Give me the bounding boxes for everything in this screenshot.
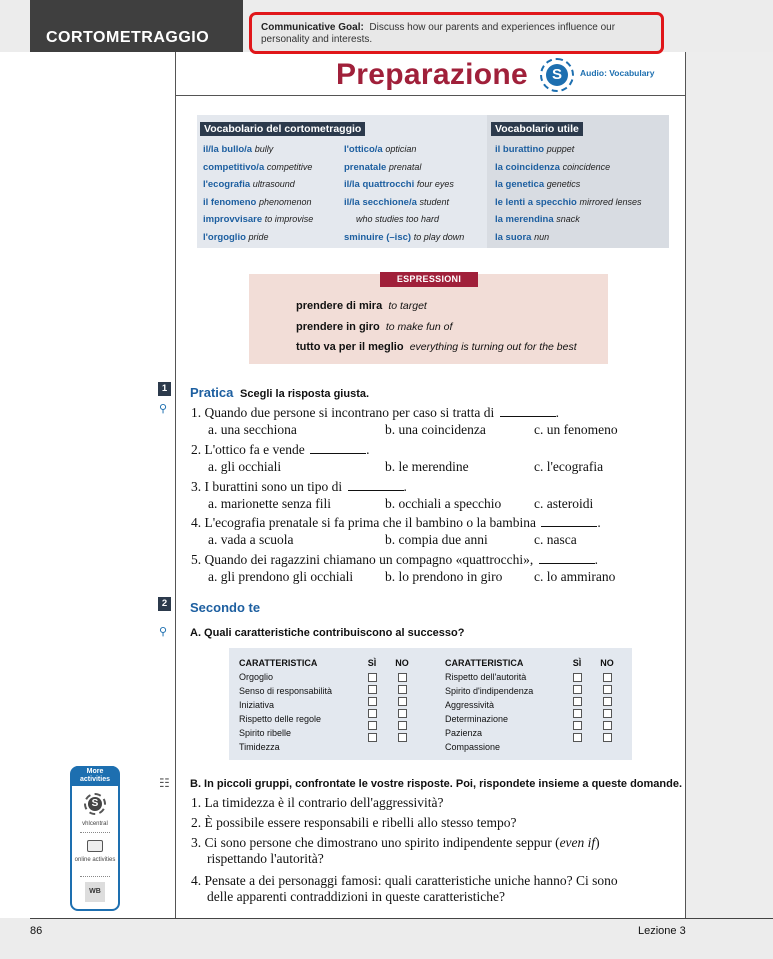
option-c: c. un fenomeno [534,422,618,437]
checkbox[interactable] [573,709,582,718]
checkbox[interactable] [368,697,377,706]
table-header: CARATTERISTICA [239,658,318,668]
table-cell: Spirito ribelle [239,728,292,738]
vocab-useful-col [495,141,642,246]
section-tab: CORTOMETRAGGIO [30,0,243,52]
table-header: NO [395,658,409,668]
option-c: c. asteroidi [534,496,594,511]
checkbox[interactable] [398,709,407,718]
table-cell: Senso di responsabilità [239,686,333,696]
checkbox[interactable] [573,673,582,682]
checkbox[interactable] [398,721,407,730]
expressions-label: ESPRESSIONI [380,272,478,287]
vocab-film-heading: Vocabolario del cortometraggio [200,122,365,136]
expression-item: prendere in giro to make fun of [296,320,453,333]
option-b: b. una coincidenza [385,422,486,437]
supersite-icon[interactable]: S [540,58,574,92]
checkbox[interactable] [603,697,612,706]
discussion-question-cont: delle apparenti contraddizioni in queste caratteristiche? [207,889,505,904]
discussion-question-cont: rispettando l'autorità? [207,851,324,866]
discussion-question: 3. Ci sono persone che dimostrano uno spirito indipendente seppur (even if) [191,835,600,850]
question-1: 1. Quando due persone si incontrano per caso si tratta di . [191,405,560,420]
expressions-list [296,296,577,358]
page-number: 86 [30,925,43,937]
vocab-item: il/la secchione/a student [344,196,450,208]
discussion-question: 1. La timidezza è il contrario dell'aggressività? [191,795,444,810]
expression-item: prendere di mira to target [296,300,427,312]
checkbox[interactable] [398,697,407,706]
checkbox[interactable] [398,673,407,682]
vocab-useful-heading: Vocabolario utile [491,122,583,136]
vocab-film-col1 [203,141,313,246]
vocab-item: l'orgoglio pride [203,231,269,243]
vocab-item: il burattino puppet [495,144,575,155]
vocab-item: il/la quattrocchi four eyes [344,179,454,190]
more-activities-heading: More activities [72,766,118,786]
table-cell: Rispetto delle regole [239,714,322,724]
table-cell: Iniziativa [239,700,275,710]
question-3: 3. I burattini sono un tipo di . [191,479,407,494]
exercise-1-title: Pratica Scegli la risposta giusta. [190,385,370,400]
table-cell: Rispetto dell'autorità [445,672,527,682]
checkbox[interactable] [398,685,407,694]
vocab-item: la suora nun [495,231,550,243]
vocab-item: il/la bullo/a bully [203,144,274,155]
checkbox[interactable] [368,685,377,694]
table-cell: Aggressività [445,700,495,710]
communicative-goal [249,12,664,54]
divider [80,832,110,833]
checkbox[interactable] [573,697,582,706]
footer-divider [30,918,773,919]
table-si-col [363,656,381,744]
table-cell: Spirito d'indipendenza [445,686,534,696]
option-b: b. le merendine [385,459,469,474]
vocab-item: la merendina snack [495,214,580,225]
vocab-item: who studies too hard [356,214,440,224]
question-2: 2. L'ottico fa e vende . [191,442,370,457]
checkbox[interactable] [573,685,582,694]
option-c: c. nasca [534,532,577,547]
vocab-item: le lenti a specchio mirrored lenses [495,196,642,208]
vocab-item: improvvisare to improvise [203,214,314,225]
option-a: a. gli prendono gli occhiali [208,569,354,584]
expression-item: tutto va per il meglio everything is turning out for the best [296,341,577,353]
checkbox[interactable] [603,673,612,682]
table-cell: Determinazione [445,714,509,724]
right-margin [686,52,773,918]
vocab-item: il fenomeno phenomenon [203,196,312,208]
vhlcentral-icon[interactable]: S [84,793,106,815]
audio-vocabulary-link[interactable]: Audio: Vocabulary [580,68,655,78]
goal-text: Discuss how our parents and experiences influence our personality and interests. [261,22,616,45]
online-activities-icon[interactable] [87,840,103,852]
part-a-instruction: A. Quali caratteristiche contribuiscono al successo? [190,627,465,639]
checkbox[interactable] [573,721,582,730]
table-cell: Compassione [445,742,501,752]
option-c: c. lo ammirano [534,569,616,584]
table-header: CARATTERISTICA [445,658,524,668]
exercise-number: 2 [158,597,171,611]
checkbox[interactable] [368,709,377,718]
table-left-col [239,656,332,754]
table-right-col [445,656,533,754]
option-c: c. l'ecografia [534,459,604,474]
divider [80,876,110,877]
paperclip-icon: ⚲ [159,403,168,415]
goal-label: Communicative Goal: [261,22,364,33]
option-a: a. marionette senza fili [208,496,331,511]
page-title: Preparazione [336,58,529,91]
paperclip-icon: ⚲ [159,626,168,638]
table-header: NO [600,658,614,668]
checkbox[interactable] [368,721,377,730]
vocab-item: la coincidenza coincidence [495,161,611,173]
option-b: b. lo prendono in giro [385,569,503,584]
question-5: 5. Quando dei ragazzini chiamano un compagno «quattrocchi», . [191,552,599,567]
option-a: a. gli occhiali [208,459,282,474]
vhlcentral-label[interactable]: vhlcentral [82,821,108,827]
table-cell: Orgoglio [239,672,274,682]
exercise-number: 1 [158,382,171,396]
table-header: SÌ [367,658,377,668]
header-divider [175,95,686,96]
lesson-label: Lezione 3 [638,925,686,937]
table-si-col-2 [568,656,586,744]
vocab-item: competitivo/a competitive [203,161,313,173]
table-cell: Timidezza [239,742,280,752]
vocab-item: l'ottico/a optician [344,144,417,155]
table-header: SÌ [572,658,582,668]
part-b-instruction: B. In piccoli gruppi, confrontate le vostre risposte. Poi, rispondete insieme a queste domande. [190,778,683,790]
vocab-item: prenatale prenatal [344,161,422,173]
checkbox[interactable] [603,721,612,730]
discussion-question: 4. Pensate a dei personaggi famosi: quali caratteristiche uniche hanno? Ci sono [191,873,618,888]
checkbox[interactable] [368,733,377,742]
checkbox[interactable] [603,685,612,694]
option-b: b. occhiali a specchio [385,496,502,511]
table-no-col-2 [598,656,616,744]
online-activities-label[interactable]: online activities [74,857,116,863]
option-b: b. compia due anni [385,532,488,547]
question-4: 4. L'ecografia prenatale si fa prima che il bambino o la bambina . [191,515,601,530]
vocab-film-col2 [344,141,464,246]
option-a: a. vada a scuola [208,532,294,547]
checkbox[interactable] [603,733,612,742]
checkbox[interactable] [398,733,407,742]
group-work-icon: ☷ [159,776,170,790]
workbook-icon[interactable]: WB [85,882,105,902]
vocab-item: sminuire (–isc) to play down [344,231,465,243]
vocab-item: l'ecografia ultrasound [203,179,295,190]
discussion-question: 2. È possibile essere responsabili e ribelli allo stesso tempo? [191,815,517,830]
vocab-item: la genetica genetics [495,179,581,190]
table-cell: Pazienza [445,728,483,738]
checkbox[interactable] [603,709,612,718]
table-no-col [393,656,411,744]
exercise-2-title: Secondo te [190,600,261,615]
checkbox[interactable] [368,673,377,682]
checkbox[interactable] [573,733,582,742]
option-a: a. una secchiona [208,422,297,437]
